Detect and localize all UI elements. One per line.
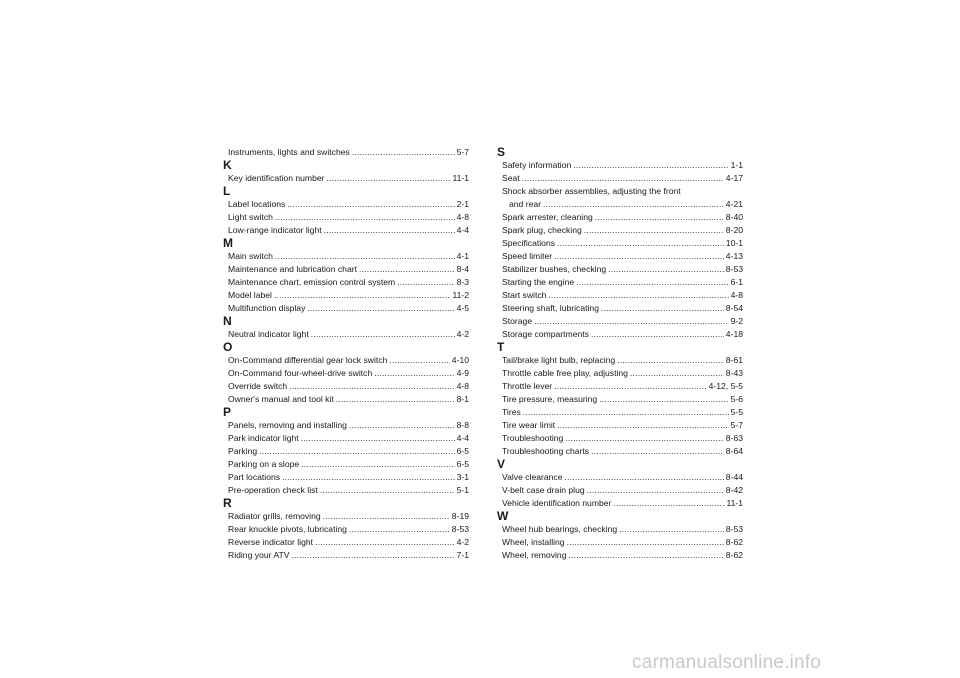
- entry-page-number: 2-1: [456, 199, 469, 209]
- index-entry-shock-absorber-assemblies-adjusting-the-front: Shock absorber assemblies, adjusting the front: [502, 186, 681, 196]
- entry-text: Tires: [502, 407, 521, 417]
- entry-page-number: 8-43: [725, 368, 743, 378]
- index-entry-on-command-four-wheel-drive-switch: [228, 367, 469, 380]
- index-entry-parking-on-a-slope: [228, 458, 469, 471]
- entry-page-number: 8-8: [456, 420, 469, 430]
- index-entry-tires: [502, 406, 743, 419]
- dot-leader: [307, 302, 454, 315]
- index-letter-k: K: [223, 158, 232, 172]
- dot-leader: [608, 263, 724, 276]
- index-entry-throttle-cable-free-play-adjusting: [502, 367, 743, 380]
- index-entry-model-label: [228, 289, 469, 302]
- entry-page-number: 4-2: [456, 329, 469, 339]
- entry-page-number: 4-9: [456, 368, 469, 378]
- entry-text: Vehicle identification number: [502, 498, 612, 508]
- entry-text: Storage: [502, 316, 533, 326]
- entry-text: Neutral indicator light: [228, 329, 309, 339]
- entry-page-number: 8-53: [451, 524, 469, 534]
- index-entry-storage: [502, 315, 743, 328]
- entry-text: Troubleshooting: [502, 433, 564, 443]
- index-entry-vehicle-identification-number: [502, 497, 743, 510]
- entry-text: Valve clearance: [502, 472, 563, 482]
- dot-leader: [557, 419, 728, 432]
- index-entry-valve-clearance: [502, 471, 743, 484]
- entry-text: Troubleshooting charts: [502, 446, 590, 456]
- index-entry-rear-knuckle-pivots-lubricating: [228, 523, 469, 536]
- entry-text: On-Command four-wheel-drive switch: [228, 368, 373, 378]
- entry-text: Parking: [228, 446, 258, 456]
- index-entry-speed-limiter: [502, 250, 743, 263]
- index-letter-s: S: [497, 145, 506, 159]
- index-entry-v-belt-case-drain-plug: [502, 484, 743, 497]
- entry-page-number: 4-8: [456, 212, 469, 222]
- index-entry-panels-removing-and-installing: [228, 419, 469, 432]
- index-entry-throttle-lever: [502, 380, 743, 393]
- entry-page-number: 5-7: [456, 147, 469, 157]
- index-entry-parking: [228, 445, 469, 458]
- index-entry-starting-the-engine: [502, 276, 743, 289]
- dot-leader: [259, 445, 454, 458]
- entry-page-number: 8-63: [725, 433, 743, 443]
- entry-page-number: 4-5: [456, 303, 469, 313]
- index-entry-wheel-hub-bearings-checking: [502, 523, 743, 536]
- index-letter-r: R: [223, 496, 232, 510]
- entry-page-number: 8-4: [456, 264, 469, 274]
- entry-text: Throttle cable free play, adjusting: [502, 368, 628, 378]
- entry-page-number: 4-12, 5-5: [708, 381, 743, 391]
- dot-leader: [327, 172, 451, 185]
- entry-text: Instruments, lights and switches: [228, 147, 350, 157]
- entry-text: Start switch: [502, 290, 547, 300]
- dot-leader: [301, 432, 455, 445]
- dot-leader: [587, 484, 724, 497]
- index-column-left: [223, 146, 469, 562]
- index-entry-label-locations: [228, 198, 469, 211]
- dot-leader: [595, 211, 724, 224]
- index-letter-l: L: [223, 184, 231, 198]
- index-entry-override-switch: [228, 380, 469, 393]
- dot-leader: [522, 172, 724, 185]
- dot-leader: [599, 393, 728, 406]
- index-entry-light-switch: [228, 211, 469, 224]
- dot-leader: [275, 211, 455, 224]
- dot-leader: [349, 419, 455, 432]
- dot-leader: [554, 380, 706, 393]
- dot-leader: [349, 523, 450, 536]
- entry-page-number: 6-5: [456, 446, 469, 456]
- dot-leader: [282, 471, 455, 484]
- entry-text: Storage compartments: [502, 329, 589, 339]
- dot-leader: [534, 315, 728, 328]
- entry-page-number: 4-18: [725, 329, 743, 339]
- entry-page-number: 4-4: [456, 433, 469, 443]
- dot-leader: [630, 367, 724, 380]
- entry-text: Key identification number: [228, 173, 325, 183]
- dot-leader: [523, 406, 729, 419]
- entry-text: V-belt case drain plug: [502, 485, 585, 495]
- entry-text: Park indicator light: [228, 433, 299, 443]
- index-letter-w: W: [497, 509, 509, 523]
- entry-page-number: 4-10: [451, 355, 469, 365]
- dot-leader: [573, 159, 728, 172]
- entry-text: Starting the engine: [502, 277, 575, 287]
- entry-text: Stabilizer bushes, checking: [502, 264, 607, 274]
- entry-text: Throttle lever: [502, 381, 553, 391]
- entry-page-number: 11-2: [452, 290, 469, 300]
- entry-page-number: 4-17: [725, 173, 743, 183]
- index-entry-troubleshooting-charts: [502, 445, 743, 458]
- index-entry-specifications: [502, 237, 743, 250]
- entry-page-number: 11-1: [452, 173, 469, 183]
- entry-text: Main switch: [228, 251, 273, 261]
- entry-text: Panels, removing and installing: [228, 420, 347, 430]
- entry-page-number: 5-7: [730, 420, 743, 430]
- index-entry-instruments-lights-and-switches: [228, 146, 469, 159]
- index-entry-safety-information: [502, 159, 743, 172]
- dot-leader: [352, 146, 455, 159]
- entry-text: On-Command differential gear lock switch: [228, 355, 388, 365]
- dot-leader: [565, 432, 723, 445]
- entry-page-number: 6-5: [456, 459, 469, 469]
- index-entry-tire-wear-limit: [502, 419, 743, 432]
- index-entry-and-rear: [502, 198, 743, 211]
- index-entry-reverse-indicator-light: [228, 536, 469, 549]
- dot-leader: [576, 276, 728, 289]
- entry-page-number: 8-61: [725, 355, 743, 365]
- entry-page-number: 10-1: [725, 238, 743, 248]
- dot-leader: [565, 471, 724, 484]
- entry-page-number: 8-53: [725, 524, 743, 534]
- index-entry-tail-brake-light-bulb-replacing: [502, 354, 743, 367]
- entry-page-number: 9-2: [730, 316, 743, 326]
- entry-page-number: 4-13: [725, 251, 743, 261]
- entry-text: Spark plug, checking: [502, 225, 582, 235]
- entry-text: Pre-operation check list: [228, 485, 318, 495]
- entry-page-number: 4-4: [456, 225, 469, 235]
- dot-leader: [397, 276, 454, 289]
- entry-page-number: 3-1: [456, 472, 469, 482]
- dot-leader: [289, 380, 454, 393]
- dot-leader: [543, 198, 724, 211]
- index-entry-start-switch: [502, 289, 743, 302]
- index-entry-steering-shaft-lubricating: [502, 302, 743, 315]
- entry-text: Safety information: [502, 160, 572, 170]
- entry-page-number: 7-1: [456, 550, 469, 560]
- entry-page-number: 8-64: [725, 446, 743, 456]
- entry-text: Spark arrester, cleaning: [502, 212, 593, 222]
- dot-leader: [613, 497, 724, 510]
- entry-text: Model label: [228, 290, 272, 300]
- entry-page-number: 8-19: [451, 511, 469, 521]
- entry-page-number: 8-53: [725, 264, 743, 274]
- dot-leader: [315, 536, 455, 549]
- entry-page-number: 5-5: [730, 407, 743, 417]
- entry-text: Tire wear limit: [502, 420, 556, 430]
- index-entry-part-locations: [228, 471, 469, 484]
- entry-text: Riding your ATV: [228, 550, 290, 560]
- index-entry-radiator-grills-removing: [228, 510, 469, 523]
- index-column-right: [497, 145, 743, 562]
- entry-page-number: 4-2: [456, 537, 469, 547]
- dot-leader: [584, 224, 724, 237]
- dot-leader: [617, 354, 724, 367]
- watermark: carmanualsonline.info: [632, 652, 822, 673]
- index-entry-main-switch: [228, 250, 469, 263]
- dot-leader: [275, 250, 455, 263]
- entry-page-number: 8-42: [725, 485, 743, 495]
- entry-text: Seat: [502, 173, 520, 183]
- entry-text: Owner's manual and tool kit: [228, 394, 334, 404]
- entry-text: Override switch: [228, 381, 288, 391]
- entry-text: Rear knuckle pivots, lubricating: [228, 524, 347, 534]
- index-entry-multifunction-display: [228, 302, 469, 315]
- entry-page-number: 4-1: [456, 251, 469, 261]
- dot-leader: [287, 198, 454, 211]
- entry-text: Parking on a slope: [228, 459, 300, 469]
- index-entry-troubleshooting: [502, 432, 743, 445]
- dot-leader: [320, 484, 455, 497]
- index-entry-neutral-indicator-light: [228, 328, 469, 341]
- index-letter-o: O: [223, 340, 233, 354]
- dot-leader: [311, 328, 455, 341]
- dot-leader: [324, 224, 455, 237]
- entry-text: Reverse indicator light: [228, 537, 314, 547]
- entry-page-number: 8-54: [725, 303, 743, 313]
- dot-leader: [601, 302, 724, 315]
- entry-page-number: 1-1: [730, 160, 743, 170]
- dot-leader: [568, 549, 723, 562]
- dot-leader: [567, 536, 724, 549]
- entry-text: Wheel hub bearings, checking: [502, 524, 618, 534]
- entry-text: Wheel, removing: [502, 550, 567, 560]
- index-letter-n: N: [223, 314, 232, 328]
- entry-text: Label locations: [228, 199, 286, 209]
- index-entry-seat: [502, 172, 743, 185]
- entry-page-number: 8-1: [456, 394, 469, 404]
- dot-leader: [291, 549, 454, 562]
- index-letter-t: T: [497, 340, 505, 354]
- entry-text: Speed limiter: [502, 251, 553, 261]
- index-entry-stabilizer-bushes-checking: [502, 263, 743, 276]
- entry-page-number: 11-1: [726, 498, 743, 508]
- entry-page-number: 4-21: [725, 199, 743, 209]
- index-entry-owner-s-manual-and-tool-kit: [228, 393, 469, 406]
- entry-page-number: 4-8: [456, 381, 469, 391]
- entry-page-number: 4-8: [730, 290, 743, 300]
- dot-leader: [374, 367, 454, 380]
- entry-text: and rear: [509, 199, 542, 209]
- index-letter-m: M: [223, 236, 233, 250]
- entry-text: Maintenance chart, emission control system: [228, 277, 396, 287]
- entry-text: Radiator grills, removing: [228, 511, 321, 521]
- index-entry-riding-your-atv: [228, 549, 469, 562]
- index-entry-maintenance-chart-emission-control-system: [228, 276, 469, 289]
- dot-leader: [591, 445, 724, 458]
- index-entry-pre-operation-check-list: [228, 484, 469, 497]
- dot-leader: [301, 458, 454, 471]
- index-entry-spark-plug-checking: [502, 224, 743, 237]
- index-entry-spark-arrester-cleaning: [502, 211, 743, 224]
- index-letter-v: V: [497, 457, 506, 471]
- index-entry-storage-compartments: [502, 328, 743, 341]
- index-entry-low-range-indicator-light: [228, 224, 469, 237]
- entry-page-number: 5-6: [730, 394, 743, 404]
- entry-text: Specifications: [502, 238, 556, 248]
- entry-page-number: 6-1: [730, 277, 743, 287]
- entry-text: Maintenance and lubrication chart: [228, 264, 357, 274]
- index-entry-park-indicator-light: [228, 432, 469, 445]
- entry-text: Light switch: [228, 212, 273, 222]
- dot-leader: [619, 523, 724, 536]
- index-entry-tire-pressure-measuring: [502, 393, 743, 406]
- dot-leader: [323, 510, 450, 523]
- entry-text: Low-range indicator light: [228, 225, 322, 235]
- entry-page-number: 8-20: [725, 225, 743, 235]
- dot-leader: [591, 328, 724, 341]
- dot-leader: [336, 393, 455, 406]
- entry-page-number: 8-40: [725, 212, 743, 222]
- dot-leader: [274, 289, 450, 302]
- entry-page-number: 8-3: [456, 277, 469, 287]
- entry-page-number: 8-62: [725, 550, 743, 560]
- dot-leader: [359, 263, 455, 276]
- entry-text: Steering shaft, lubricating: [502, 303, 599, 313]
- dot-leader: [548, 289, 728, 302]
- index-entry-wheel-installing: [502, 536, 743, 549]
- entry-text: Wheel, installing: [502, 537, 565, 547]
- entry-text: Tire pressure, measuring: [502, 394, 598, 404]
- index-entry-on-command-differential-gear-lock-switch: [228, 354, 469, 367]
- dot-leader: [389, 354, 449, 367]
- entry-text: Part locations: [228, 472, 281, 482]
- index-entry-wheel-removing: [502, 549, 743, 562]
- entry-text: Multifunction display: [228, 303, 306, 313]
- entry-page-number: 5-1: [456, 485, 469, 495]
- entry-page-number: 8-62: [725, 537, 743, 547]
- entry-page-number: 8-44: [725, 472, 743, 482]
- index-letter-p: P: [223, 405, 232, 419]
- index-entry-maintenance-and-lubrication-chart: [228, 263, 469, 276]
- entry-text: Tail/brake light bulb, replacing: [502, 355, 616, 365]
- dot-leader: [557, 237, 724, 250]
- index-entry-key-identification-number: [228, 172, 469, 185]
- dot-leader: [554, 250, 724, 263]
